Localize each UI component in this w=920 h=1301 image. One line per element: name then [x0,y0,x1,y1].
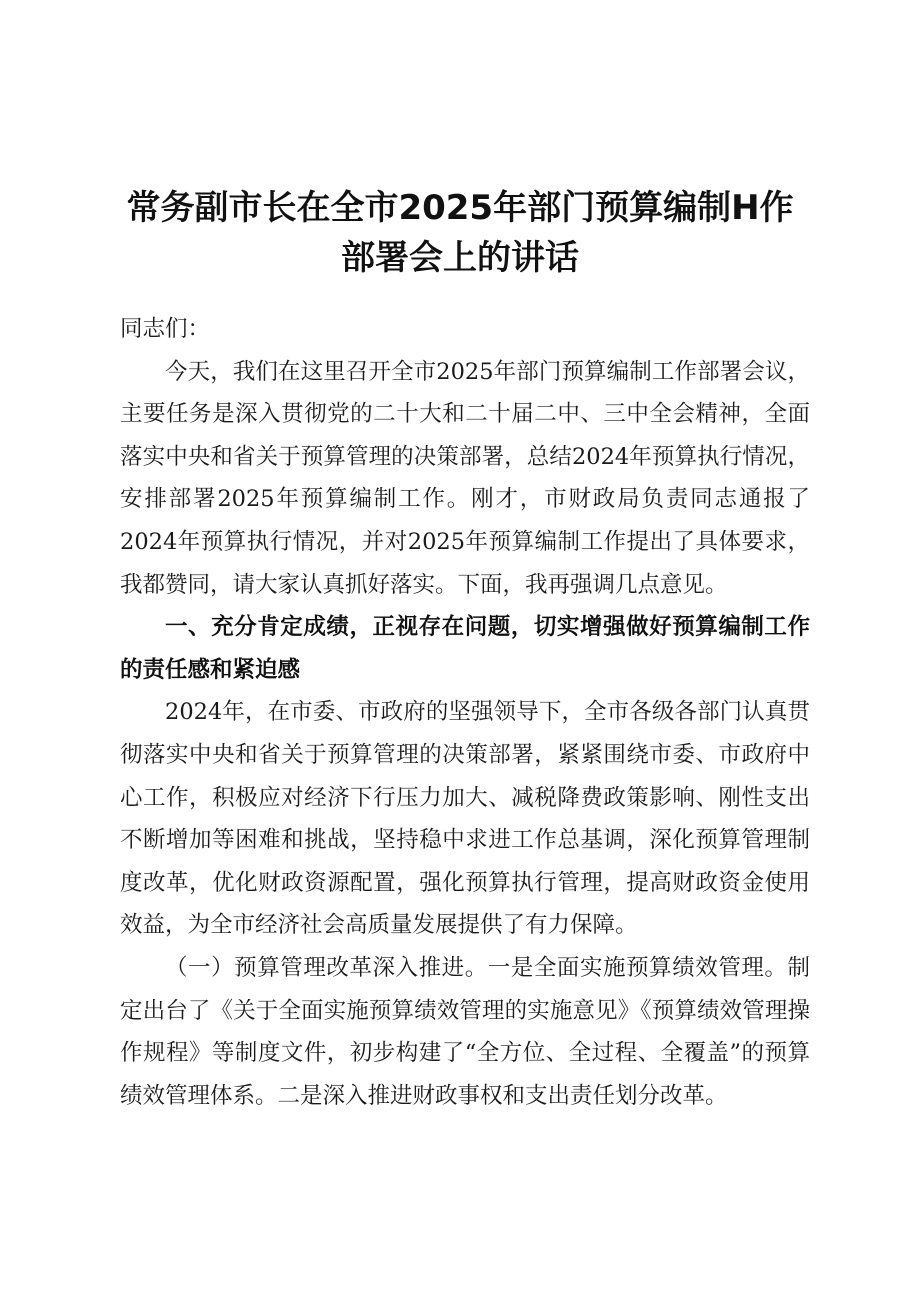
document-title [110,183,810,283]
title-line-1: 常务副市长在全市2025年部门预算编制H作 [126,187,794,228]
section-heading-1: 一、充分肯定成绩，正视存在问题，切实增强做好预算编制工作的责任感和紧迫感 [120,614,810,683]
document-body [120,308,810,1117]
title-line-2: 部署会上的讲话 [341,237,579,278]
paragraph-achievements: 2024年，在市委、市政府的坚强领导下，全市各级各部门认真贯彻落实中央和省关于预算管理的决策部署，紧紧围绕市委、市政府中心工作，积极应对经济下行压力加大、减税降费政策影响、刚性支出不断增加等困难和挑战，坚持稳中求进工作总基调，深化预算管理制度改革，优化财政资源配置，强化预算执行管理，提高财政资金使用效益，为全市经济社会高质量发展提供了有力保障。 [120,699,810,939]
salutation: 同志们： [120,316,211,342]
paragraph-reform: （一）预算管理改革深入推进。一是全面实施预算绩效管理。制定出台了《关于全面实施预算绩效管理的实施意见》《预算绩效管理操作规程》等制度文件，初步构建了“全方位、全过程、全覆盖”的预算绩效管理体系。二是深入推进财政事权和支出责任划分改革。 [120,954,810,1109]
paragraph-intro: 今天，我们在这里召开全市2025年部门预算编制工作部署会议，主要任务是深入贯彻党的二十大和二十届二中、三中全会精神，全面落实中央和省关于预算管理的决策部署，总结2024年预算执行情况，安排部署2025年预算编制工作。刚才，市财政局负责同志通报了2024年预算执行情况，并对2025年预算编制工作提出了具体要求，我都赞同，请大家认真抓好落实。下面，我再强调几点意见。 [120,358,810,598]
